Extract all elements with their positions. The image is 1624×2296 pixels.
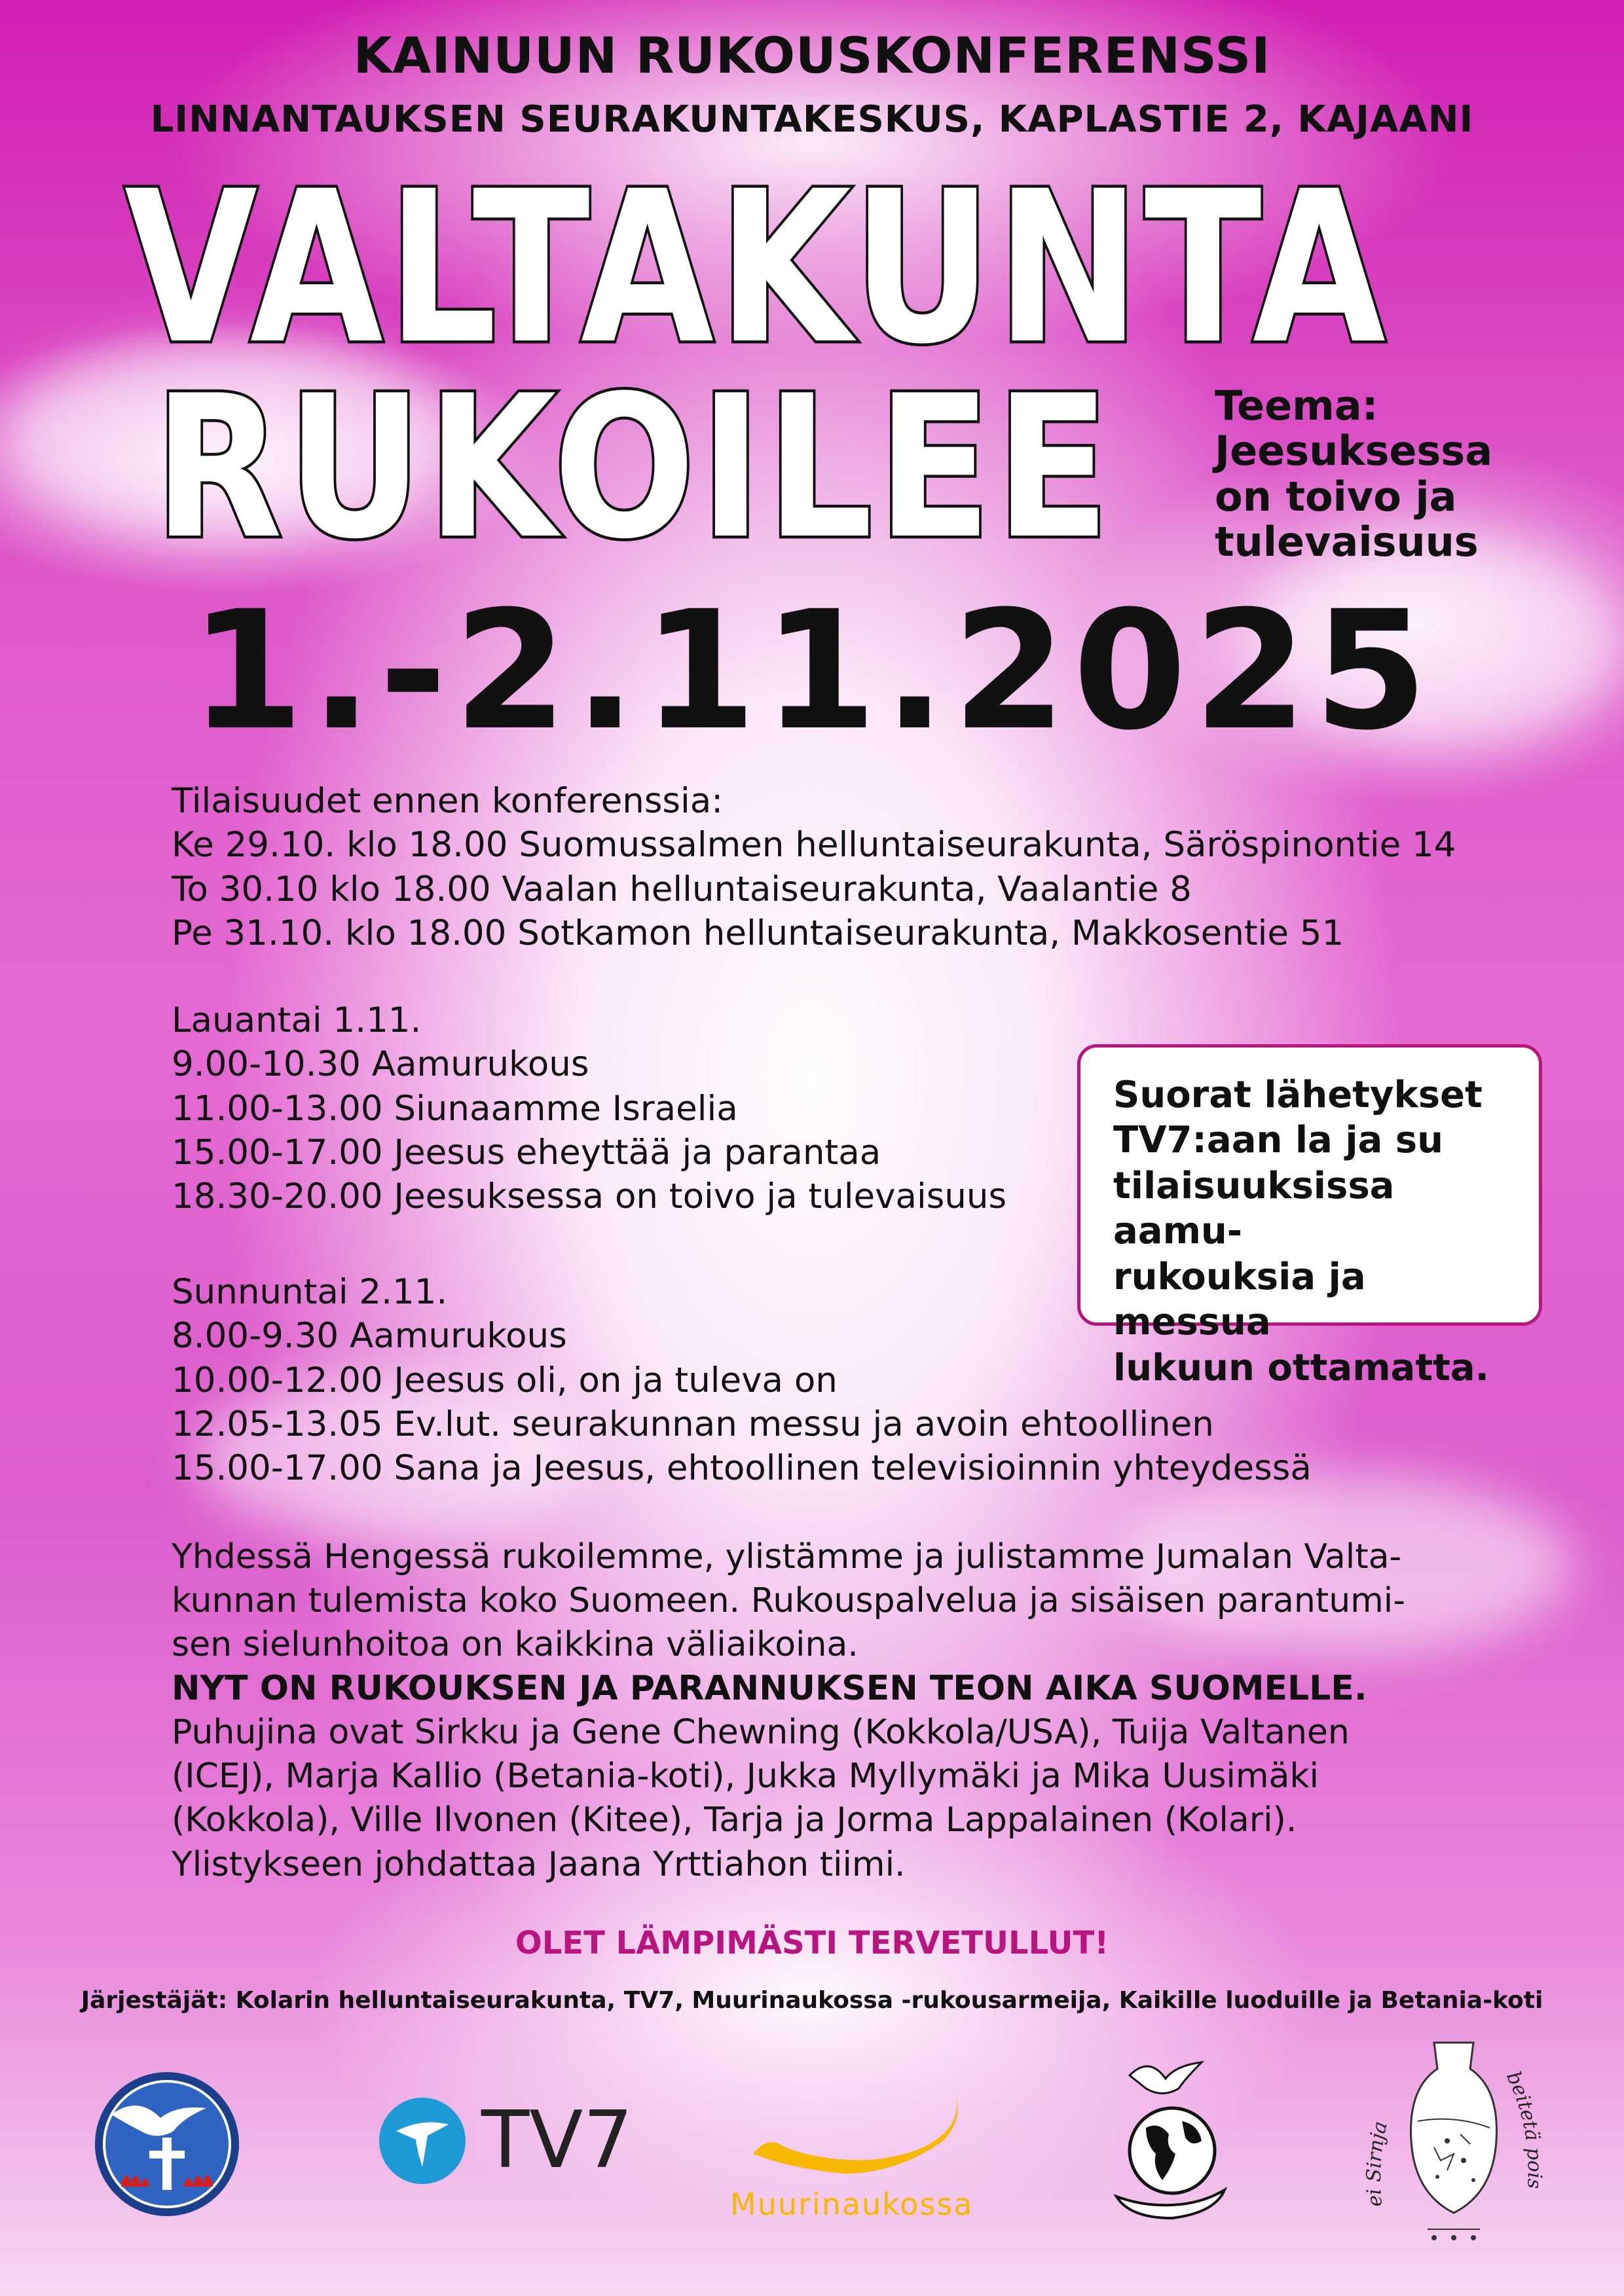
notice-line: lukuun ottamatta. (1113, 1346, 1489, 1389)
sunday-heading: Sunnuntai 2.11. (172, 1272, 448, 1312)
main-title-line1: VALTAKUNTA (124, 147, 1390, 390)
event-dates: 1.-2.11.2025 (189, 575, 1435, 766)
clay-jar-icon (1362, 2030, 1545, 2246)
description-paragraph (172, 1535, 1521, 1887)
pre-event-item: To 30.10 klo 18.00 Vaalan helluntaiseurakunta, Vaalantie 8 (172, 869, 1192, 909)
muurinaukossa-logo (727, 2075, 1002, 2226)
schedule-item: 12.05-13.05 Ev.lut. seurakunnan messu ja avoin ehtoollinen (172, 1404, 1214, 1444)
betania-left-text: ei Sirnja (1362, 2119, 1393, 2208)
pre-events-heading: Tilaisuudet ennen konferenssia: (172, 781, 724, 821)
schedule-item: 10.00-12.00 Jeesus oli, on ja tuleva on (172, 1360, 838, 1400)
notice-line: rukouksia ja messua (1113, 1255, 1366, 1344)
kaikille-luoduille-logo (1103, 2049, 1234, 2232)
saturday-schedule (172, 998, 1006, 1218)
dove-cross-icon (92, 2069, 242, 2219)
call-to-repentance: NYT ON RUKOUKSEN JA PARANNUKSEN TEON AIKA SUOMELLE. (172, 1669, 1367, 1709)
schedule-item: 15.00-17.00 Jeesus eheyttää ja parantaa (172, 1132, 881, 1173)
speakers-line: Puhujina ovat Sirkku ja Gene Chewning (Kokkola/USA), Tuija Valtanen (172, 1713, 1350, 1753)
dove-globe-hands-icon (1103, 2049, 1234, 2232)
notice-line: Suorat lähetykset (1113, 1074, 1483, 1116)
welcome-message: OLET LÄMPIMÄSTI TERVETULLUT! (515, 1925, 1109, 1961)
schedule-item: 8.00-9.30 Aamurukous (172, 1316, 567, 1357)
speakers-line: (Kokkola), Ville Ilvonen (Kitee), Tarja ja Jorma Lappalainen (Kolari). (172, 1800, 1297, 1840)
theme-label: Teema: (1215, 382, 1378, 429)
conference-name: KAINUUN RUKOUSKONFERENSSI (353, 26, 1271, 84)
schedule-item: 15.00-17.00 Sana ja Jeesus, ehtoollinen televisioinnin yhteydessä (172, 1448, 1312, 1489)
pre-event-item: Ke 29.10. klo 18.00 Suomussalmen helluntaiseurakunta, Säröspinontie 14 (172, 825, 1456, 866)
kolari-church-logo (92, 2069, 242, 2219)
schedule-item: 9.00-10.30 Aamurukous (172, 1044, 589, 1085)
speakers-line: (ICEJ), Marja Kallio (Betania-koti), Jukka Myllymäki ja Mika Uusimäki (172, 1757, 1319, 1796)
organizers-line: Järjestäjät: Kolarin helluntaiseurakunta, TV7, Muurinaukossa -rukousarmeija, Kaikille luoduille ja Betania-koti (81, 1987, 1543, 2014)
schedule-item: 11.00-13.00 Siunaamme Israelia (172, 1088, 738, 1129)
betania-koti-logo (1362, 2030, 1545, 2246)
tv7-wordmark: TV7 (481, 2095, 633, 2186)
svg-text:beitetä pois (1502, 2068, 1545, 2190)
description-line: Yhdessä Hengessä rukoilemme, ylistämme ja julistamme Jumalan Valta- (172, 1537, 1402, 1576)
tv7-logo (377, 2095, 638, 2187)
theme-line: Jeesuksessa (1215, 427, 1493, 475)
notice-line: tilaisuuksissa aamu- (1113, 1164, 1395, 1253)
description-line: sen sielunhoitoa on kaikkina väliaikoina. (172, 1625, 858, 1665)
betania-right-text: beitetä pois (1501, 2068, 1545, 2190)
pre-events-section (172, 779, 1456, 955)
theme-block (1215, 383, 1492, 565)
sunday-schedule (172, 1270, 1312, 1490)
description-line: kunnan tulemista koko Suomeen. Rukouspalvelua ja sisäisen parantumi- (172, 1581, 1406, 1621)
speakers-line: Ylistykseen johdattaa Jaana Yrttiahon tiimi. (172, 1844, 906, 1884)
svg-text:ei Sirnja (1363, 2119, 1392, 2208)
tv7-circle-icon (377, 2095, 468, 2187)
main-title-line2: RUKOILEE (154, 354, 1115, 582)
schedule-item: 18.30-20.00 Jeesuksessa on toivo ja tulevaisuus (172, 1176, 1007, 1217)
theme-line: tulevaisuus (1215, 518, 1479, 566)
saturday-heading: Lauantai 1.11. (172, 1000, 422, 1040)
venue-address: LINNANTAUKSEN SEURAKUNTAKESKUS, KAPLASTIE 2, KAJAANI (150, 98, 1474, 141)
notice-line: TV7:aan la ja su (1113, 1119, 1443, 1162)
theme-line: on toivo ja (1215, 472, 1457, 520)
muurinaukossa-wordmark: Muurinaukossa (730, 2187, 974, 2222)
pre-event-item: Pe 31.10. klo 18.00 Sotkamon helluntaiseurakunta, Makkosentie 51 (172, 913, 1344, 953)
shofar-horn-icon (727, 2075, 1002, 2187)
